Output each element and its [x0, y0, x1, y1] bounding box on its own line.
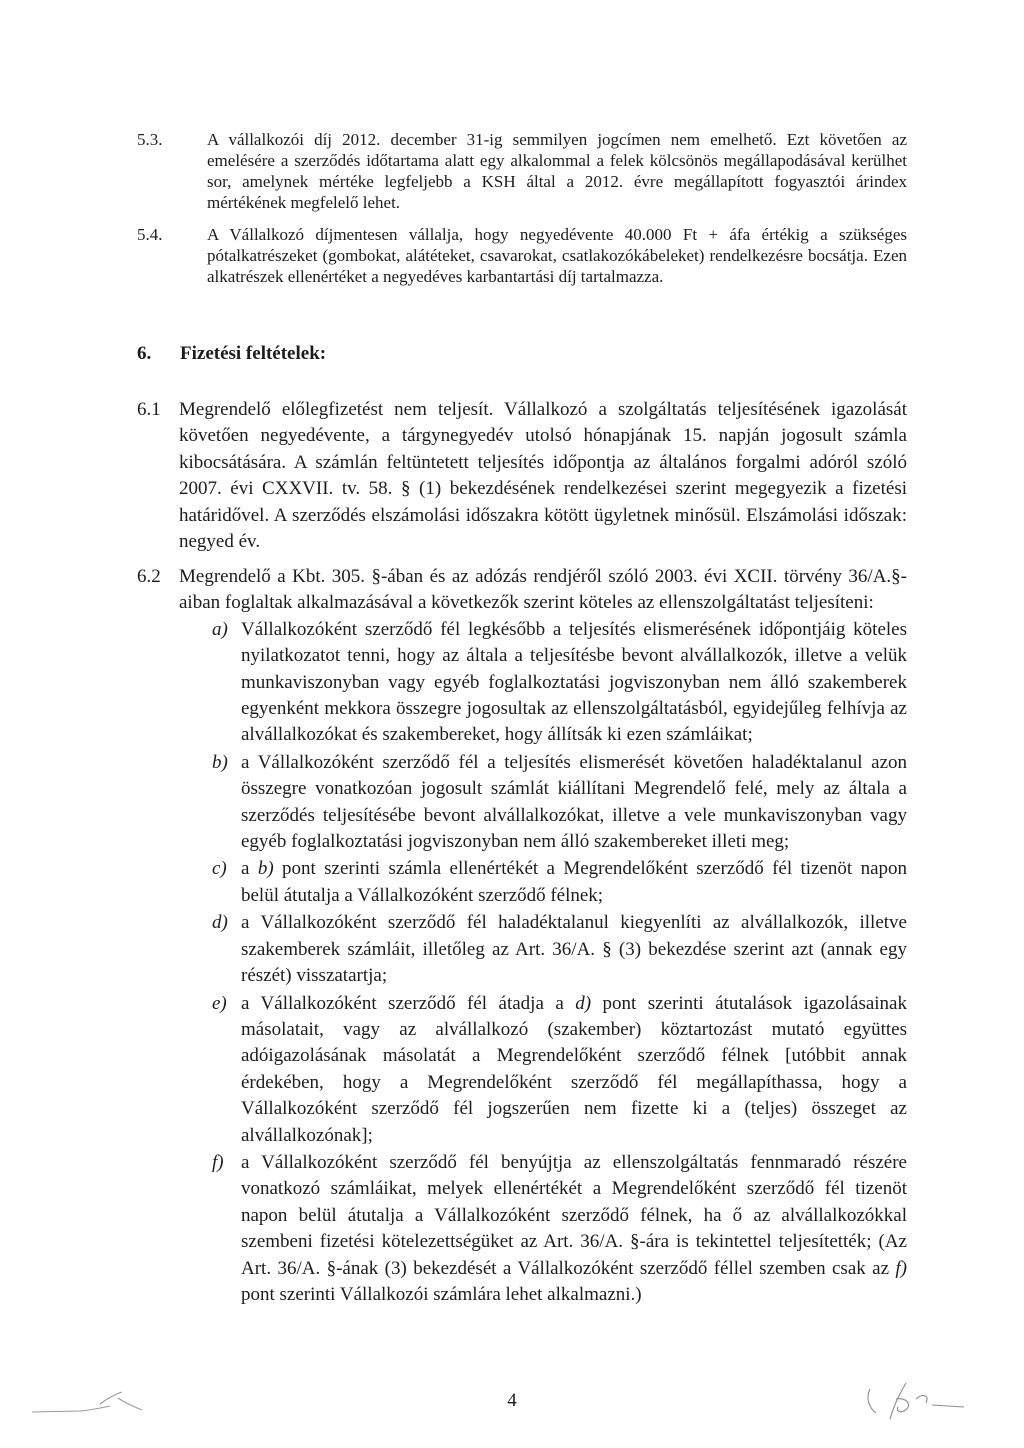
item-label: b) [212, 751, 228, 773]
clause-number: 5.3. [137, 130, 163, 149]
list-item [179, 991, 907, 1149]
clause-5-3 [137, 129, 907, 213]
item-text-pre: a [241, 858, 258, 880]
clause-5-4 [137, 224, 907, 287]
item-label: e) [212, 992, 227, 1014]
section-title: Fizetési feltételek: [180, 343, 327, 364]
item-text: a Vállalkozóként szerződő fél a teljesítés elismerését követően haladéktalanul azon összegre vonatkozóan jogosult számlát kiállítani Megrendelő felé, mely az általa a szerződés teljesítésébe bevont alvállalkozókat, illetve a vele munkaviszonyban vagy egyéb foglalkoztatási jogviszonyban nem álló szakembereket illeti meg; [241, 751, 907, 853]
list-item [179, 856, 907, 909]
item-text-pre: a Vállalkozóként szerződő fél átadja a [241, 992, 576, 1014]
clause-number: 5.4. [137, 225, 163, 244]
clause-text: A Vállalkozó díjmentesen vállalja, hogy negyedévente 40.000 Ft + áfa értékig a szükséges pótalkatrészeket (gombokat, alátéteket, csavarokat, csatlakozókábeleket) rendelkezésre bocsátja. Ezen alkatrészek ellenértéket a negyedéves karbantartási díj tartalmazza. [207, 225, 907, 286]
item-text: a Vállalkozóként szerződő fél haladéktalanul kiegyenlíti az alvállalkozók, illetve szakemberek számláit, illetőleg az Art. 36/A. § (3) bekezdése szerint azt (annak egy részét) visszatartja; [241, 912, 907, 987]
section-number: 6.1 [137, 399, 161, 420]
list-item [179, 617, 907, 749]
section-6-1 [137, 397, 907, 555]
item-label: c) [212, 858, 227, 880]
section-heading [137, 343, 326, 365]
section-number: 6. [137, 343, 152, 364]
item-reference: d) [575, 992, 592, 1014]
signature-left [30, 1384, 160, 1420]
item-label: a) [212, 618, 228, 640]
item-reference: b) [257, 858, 274, 880]
item-text-post: pont szerinti Vállalkozói számlára lehet alkalmazni.) [241, 1283, 642, 1305]
item-label: f) [212, 1151, 224, 1173]
section-number: 6.2 [137, 566, 161, 587]
clause-text: A vállalkozói díj 2012. december 31-ig semmilyen jogcímen nem emelhető. Ezt követően az emelésére a szerződés időtartama alatt egy alkalommal a felek kölcsönös megállapodásával kerülhet sor, amelynek mértéke legfeljebb a KSH által a 2012. évre megállapított fogyasztói árindex mértékének megfelelő lehet. [207, 130, 907, 212]
item-label: d) [212, 912, 228, 934]
item-text-pre: a Vállalkozóként szerződő fél benyújtja az ellenszolgáltatás fennmaradó részére vonatkozó számláikat, melyek ellenértékét a Megrendelőként szerződő fél tizenöt napon belül átutalja a Vállalkozóként szerződő félnek, ha ő az alvállalkozókkal szembeni fizetési kötelezettségüket az Art. 36/A. §-ára is tekintettel teljesítették; (Az Art. 36/A. §-ának (3) bekezdését a Vállalkozóként szerződő féllel szemben csak az [241, 1151, 907, 1279]
section-intro: Megrendelő a Kbt. 305. §-ában és az adózás rendjéről szóló 2003. évi XCII. törvény 36/A.§-aiban foglaltak alkalmazásával a következők szerint köteles az ellenszolgáltatást teljesíteni: [179, 566, 907, 614]
item-text-post: pont szerinti átutalások igazolásainak másolatait, vagy az alvállalkozó (szakember) köztartozást mutató együttes adóigazolásának másolatát a Megrendelőként szerződő félnek [utóbbit annak érdekében, hogy a Megrendelőként szerződő fél megállapíthassa, hogy a Vállalkozóként szerződő fél jogszerűen nem fizette ki a (teljes) összeget az alvállalkozónak]; [241, 992, 907, 1146]
section-text: Megrendelő előlegfizetést nem teljesít. Vállalkozó a szolgáltatás teljesítésének igazolását követően negyedévente, a tárgynegyedév utolsó hónapjának 15. napján jogosult számla kibocsátására. A számlán feltüntetett teljesítés időpontja az általános forgalmi adóról szóló 2007. évi CXXVII. tv. 58. § (1) bekezdésének rendelkezései szerint megegyezik a fizetési határidővel. A szerződés elszámolási időszakra kötött ügyletnek minősül. Elszámolási időszak: negyed év. [179, 399, 907, 553]
list-item [179, 910, 907, 989]
list-item [179, 750, 907, 856]
list-item [179, 1150, 907, 1308]
signature-right [860, 1375, 975, 1423]
item-list [179, 617, 907, 1309]
item-text-post: pont szerinti számla ellenértékét a Megrendelőként szerződő fél tizenöt napon belül átutalja a Vállalkozóként szerződő félnek; [241, 858, 908, 906]
item-reference: f) [895, 1257, 907, 1279]
page-number: 4 [507, 1390, 517, 1411]
section-6-2 [137, 564, 907, 1309]
item-text: Vállalkozóként szerződő fél legkésőbb a teljesítés elismerésének időpontjáig köteles nyilatkozatot tenni, hogy az általa a teljesítésbe bevont alvállalkozók, illetve a velük munkaviszonyban vagy egyéb foglalkoztatási jogviszonyban nem álló szakemberek egyenként mekkora összegre jogosultak az ellenszolgáltatásból, egyidejűleg felhívja az alvállalkozókat és szakembereket, hogy állítsák ki ezen számláikat; [241, 618, 907, 746]
